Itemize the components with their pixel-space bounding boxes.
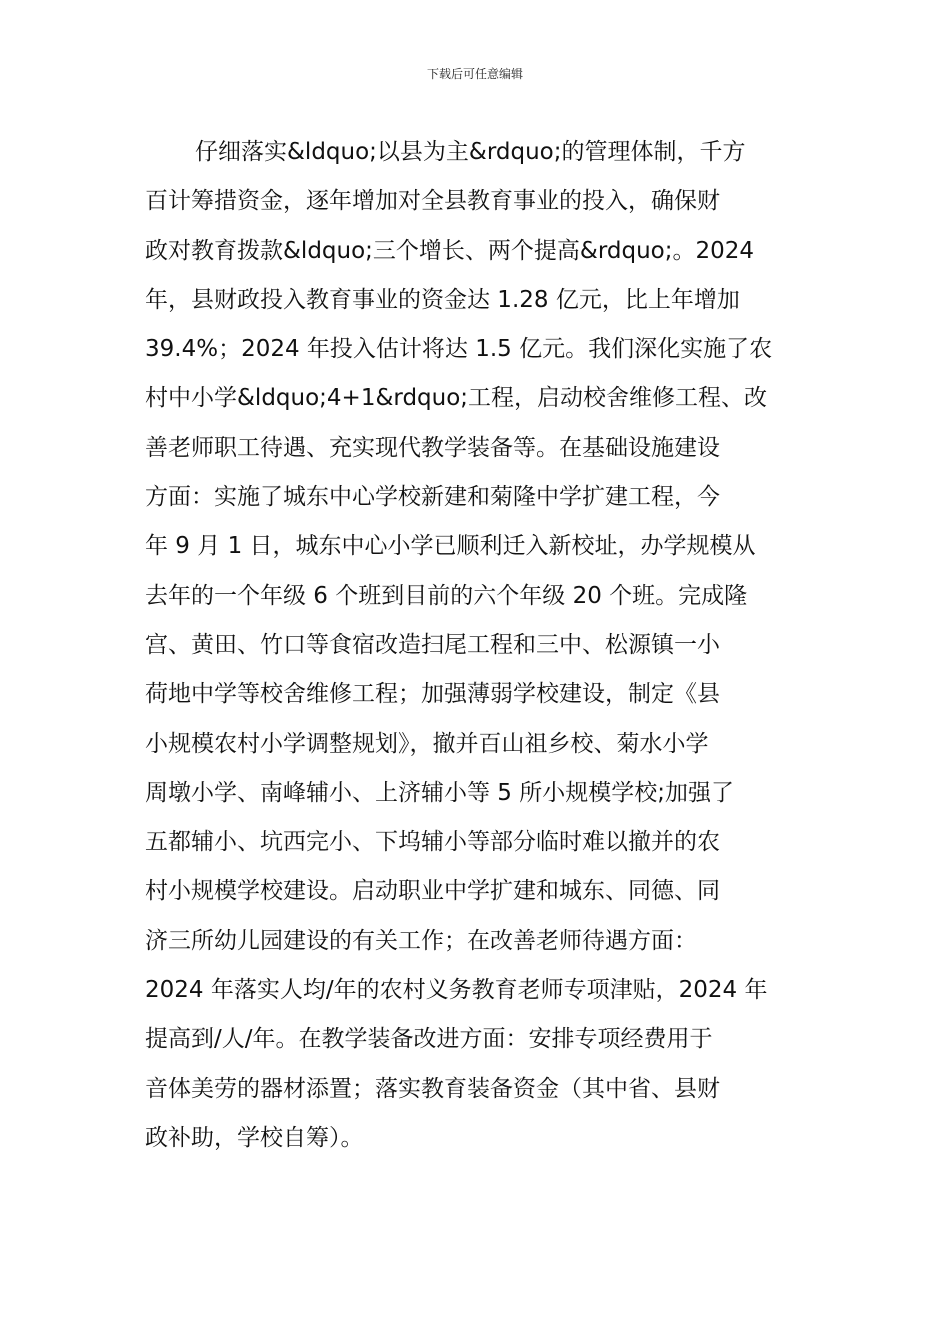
paragraph-line: 音体美劳的器材添置；落实教育装备资金（其中省、县财 [145, 1075, 720, 1102]
body-paragraph [145, 128, 815, 1163]
paragraph-line: 去年的一个年级 6 个班到目前的六个年级 20 个班。完成隆 [145, 582, 748, 609]
paragraph-line: 善老师职工待遇、充实现代教学装备等。在基础设施建设 [145, 434, 720, 461]
paragraph-line: 方面：实施了城东中心学校新建和菊隆中学扩建工程，今 [145, 484, 720, 511]
paragraph-line: 济三所幼儿园建设的有关工作；在改善老师待遇方面： [145, 927, 697, 954]
paragraph-line: 提高到/人/年。在教学装备改进方面：安排专项经费用于 [145, 1026, 713, 1053]
paragraph-line: 2024 年落实人均/年的农村义务教育老师专项津贴，2024 年 [145, 977, 768, 1004]
paragraph-line: 宫、黄田、竹口等食宿改造扫尾工程和三中、松源镇一小 [145, 631, 720, 658]
paragraph-line: 周墩小学、南峰辅小、上济辅小等 5 所小规模学校;加强了 [145, 779, 735, 806]
paragraph-line: 荷地中学等校舍维修工程；加强薄弱学校建设，制定《县 [145, 681, 720, 708]
paragraph-line: 小规模农村小学调整规划》，撤并百山祖乡校、菊水小学 [145, 730, 709, 757]
paragraph-line: 仔细落实&ldquo;以县为主&rdquo;的管理体制，千方 [195, 139, 746, 165]
paragraph-line: 百计筹措资金，逐年增加对全县教育事业的投入，确保财 [145, 188, 720, 215]
paragraph-line: 政补助，学校自筹）。 [145, 1124, 364, 1151]
paragraph-line: 五都辅小、坑西完小、下坞辅小等部分临时难以撤并的农 [145, 829, 720, 856]
paragraph-line: 政对教育拨款&ldquo;三个增长、两个提高&rdquo;。2024 [145, 237, 755, 264]
header-note: 下载后可任意编辑 [426, 67, 523, 81]
paragraph-line: 村中小学&ldquo;4+1&rdquo;工程，启动校舍维修工程、改 [145, 385, 768, 412]
paragraph-line: 年 9 月 1 日，城东中心小学已顺利迁入新校址，办学规模从 [145, 533, 756, 560]
paragraph-line: 39.4%；2024 年投入估计将达 1.5 亿元。我们深化实施了农 [145, 336, 773, 363]
paragraph-line: 村小规模学校建设。启动职业中学扩建和城东、同德、同 [145, 878, 720, 905]
paragraph-line: 年，县财政投入教育事业的资金达 1.28 亿元，比上年增加 [145, 286, 740, 313]
